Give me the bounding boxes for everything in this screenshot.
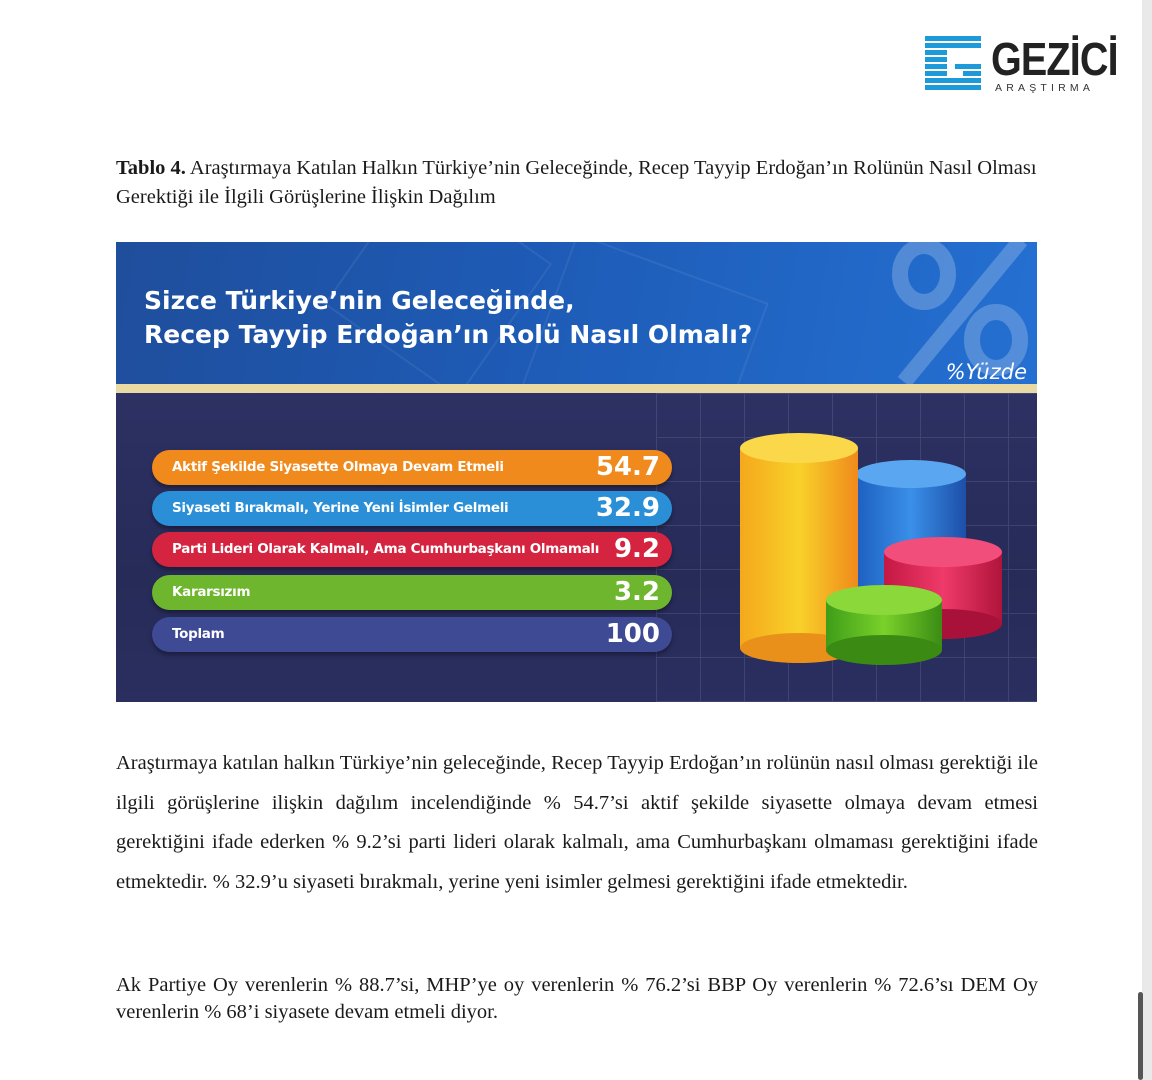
unit-label: %Yüzde xyxy=(945,360,1027,384)
gezici-logo-mark-icon xyxy=(925,36,981,94)
gezici-logo xyxy=(925,33,1118,96)
result-row-value: 9.2 xyxy=(613,534,660,564)
result-row xyxy=(152,575,672,610)
infographic xyxy=(116,242,1037,702)
scrollbar-track[interactable] xyxy=(1142,0,1152,1080)
caption-text: Araştırmaya Katılan Halkın Türkiye’nin Geleceğinde, Recep Tayyip Erdoğan’ın Rolünün Nasıl Olması Gerektiği ile İlgili Görüşlerine İlişkin Dağılım xyxy=(116,157,1037,208)
infographic-header xyxy=(116,242,1037,387)
header-divider xyxy=(116,384,1037,393)
result-row xyxy=(152,532,672,567)
infographic-title xyxy=(144,284,752,352)
result-row-value: 100 xyxy=(605,619,660,649)
result-row-label: Toplam xyxy=(172,626,225,642)
result-row xyxy=(152,617,672,652)
logo-subtitle: ARAŞTIRMA xyxy=(995,82,1095,94)
cylinder-green xyxy=(826,585,942,665)
caption-label: Tablo 4. xyxy=(116,157,186,179)
result-row-label: Kararsızım xyxy=(172,584,251,600)
title-line-2: Recep Tayyip Erdoğan’ın Rolü Nasıl Olmalı? xyxy=(144,320,753,349)
result-row-value: 54.7 xyxy=(595,452,660,482)
body-paragraph-2: Ak Partiye Oy verenlerin % 88.7’si, MHP’ye oy verenlerin % 76.2’si BBP Oy verenlerin % 72.6’sı DEM Oy verenlerin % 68’i siyasete devam etmeli diyor. xyxy=(116,974,1038,1023)
title-line-1: Sizce Türkiye’nin Geleceğinde, xyxy=(144,286,575,315)
result-row xyxy=(152,491,672,526)
result-row xyxy=(152,450,672,485)
result-row-label: Aktif Şekilde Siyasette Olmaya Devam Etmeli xyxy=(172,459,504,475)
result-row-label: Siyaseti Bırakmalı, Yerine Yeni İsimler Gelmeli xyxy=(172,500,509,516)
scrollbar-thumb[interactable] xyxy=(1138,992,1143,1080)
result-row-value: 3.2 xyxy=(613,577,660,607)
cylinder-chart-illustration xyxy=(716,432,1036,682)
body-paragraph-1: Araştırmaya katılan halkın Türkiye’nin geleceğinde, Recep Tayyip Erdoğan’ın rolünün nasıl olması gerektiği ile ilgili görüşlerine ilişkin dağılım incelendiğinde % 54.7’si aktif şekilde siyasette olmaya devam etmesi gerektiğini ifade ederken % 9.2’si parti lideri olarak kalmalı, ama Cumhurbaşkanı olmaması gerektiğini ifade etmektedir. % 32.9’u siyaseti bırakmalı, yerine yeni isimler gelmesi gerektiğini ifade etmektedir. xyxy=(116,752,1038,893)
result-row-value: 32.9 xyxy=(595,493,660,523)
table-caption xyxy=(116,154,1038,212)
result-row-label: Parti Lideri Olarak Kalmalı, Ama Cumhurbaşkanı Olmamalı xyxy=(172,541,600,557)
logo-name: GEZİCİ xyxy=(991,33,1118,85)
